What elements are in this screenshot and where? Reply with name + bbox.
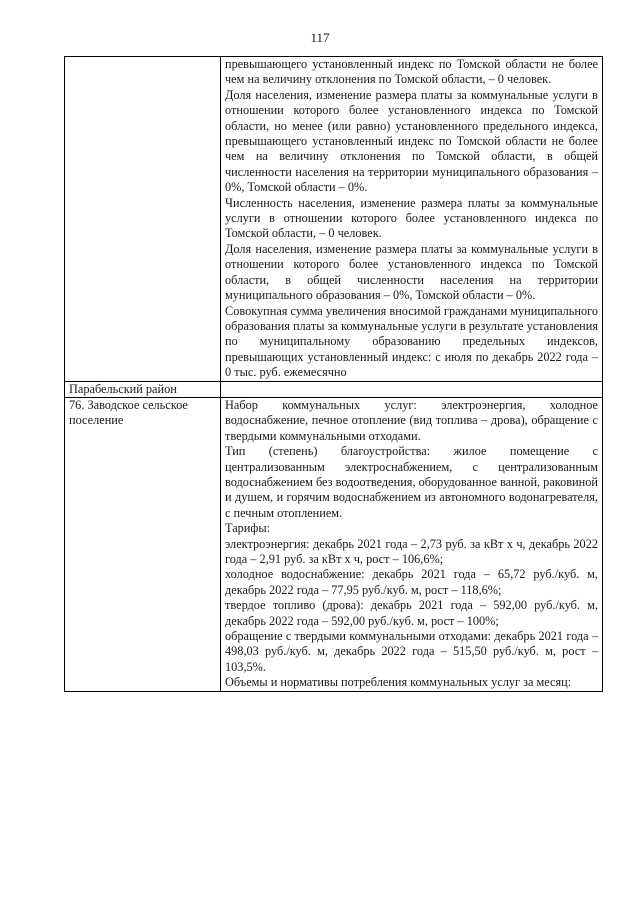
page-number: 117: [310, 30, 330, 45]
text-paragraph: Объемы и нормативы потребления коммунальных услуг за месяц:: [225, 675, 572, 690]
text-paragraph: Доля населения, изменение размера платы за коммунальные услуги в отношении которого более установленного индекса по Томской области, в общей численности населения на территории муниципального образования – 0%, Томской области – 0%.: [225, 241, 598, 303]
text-paragraph: превышающего установленный индекс по Томской области не более чем на величину отклонения по Томской области, – 0 человек.: [225, 57, 598, 87]
text-paragraph: электроэнергия: декабрь 2021 года – 2,73 руб. за кВт х ч, декабрь 2022 года – 2,91 руб. за кВт х ч, рост – 106,6%;: [225, 536, 598, 566]
row-text-cell: [221, 397, 603, 691]
text-paragraph: холодное водоснабжение: декабрь 2021 года – 65,72 руб./куб. м, декабрь 2022 года – 77,95 руб./куб. м, рост – 118,6%;: [225, 567, 598, 597]
text-paragraph: Совокупная сумма увеличения вносимой гражданами муниципального образования платы за коммунальные услуги в результате установления по муниципальному образованию предельных индексов, превышающих установленный индекс: с июля по декабрь 2022 года – 0 тыс. руб. ежемесячно: [225, 303, 598, 380]
document-table: [64, 56, 603, 692]
table-row: [65, 397, 603, 691]
row-text-cell: [221, 57, 603, 382]
text-paragraph: Тип (степень) благоустройства: жилое помещение с централизованным электроснабжением, с централизованным водоснабжением без водоотведения, оборудованное ванной, раковиной и душем, и горячим водоснабжением из автономного водонагревателя, с печным отоплением.: [225, 444, 598, 520]
row-label-cell: [65, 57, 221, 382]
settlement-label: 76. Заводское сельское поселение: [65, 397, 221, 691]
text-paragraph: твердое топливо (дрова): декабрь 2021 года – 592,00 руб./куб. м, декабрь 2022 года – 592,00 руб./куб. м, рост – 100%;: [225, 598, 598, 628]
text-paragraph: Набор коммунальных услуг: электроэнергия, холодное водоснабжение, печное отопление (вид топлива – дрова), обращение с твердыми коммунальными отходами.: [225, 397, 598, 443]
text-paragraph: Доля населения, изменение размера платы за коммунальные услуги в отношении которого более установленного индекса по Томской области, но менее (или равно) установленного предельного индекса, превышающего установленный индекс по Томской области не более чем на величину отклонения по Томской области, в общей численности населения на территории муниципального образования – 0%, Томской области – 0%.: [225, 87, 598, 195]
text-paragraph: Тарифы:: [225, 521, 271, 536]
table-row: [65, 57, 603, 382]
region-empty-cell: [221, 381, 603, 397]
region-label: Парабельский район: [65, 381, 221, 397]
text-paragraph: обращение с твердыми коммунальными отходами: декабрь 2021 года – 498,03 руб./куб. м, декабрь 2022 года – 515,50 руб./куб. м, рост – 103,5%.: [225, 629, 598, 674]
region-row: [65, 381, 603, 397]
text-paragraph: Численность населения, изменение размера платы за коммунальные услуги в отношении которого более установленного индекса по Томской области, – 0 человек.: [225, 195, 598, 241]
